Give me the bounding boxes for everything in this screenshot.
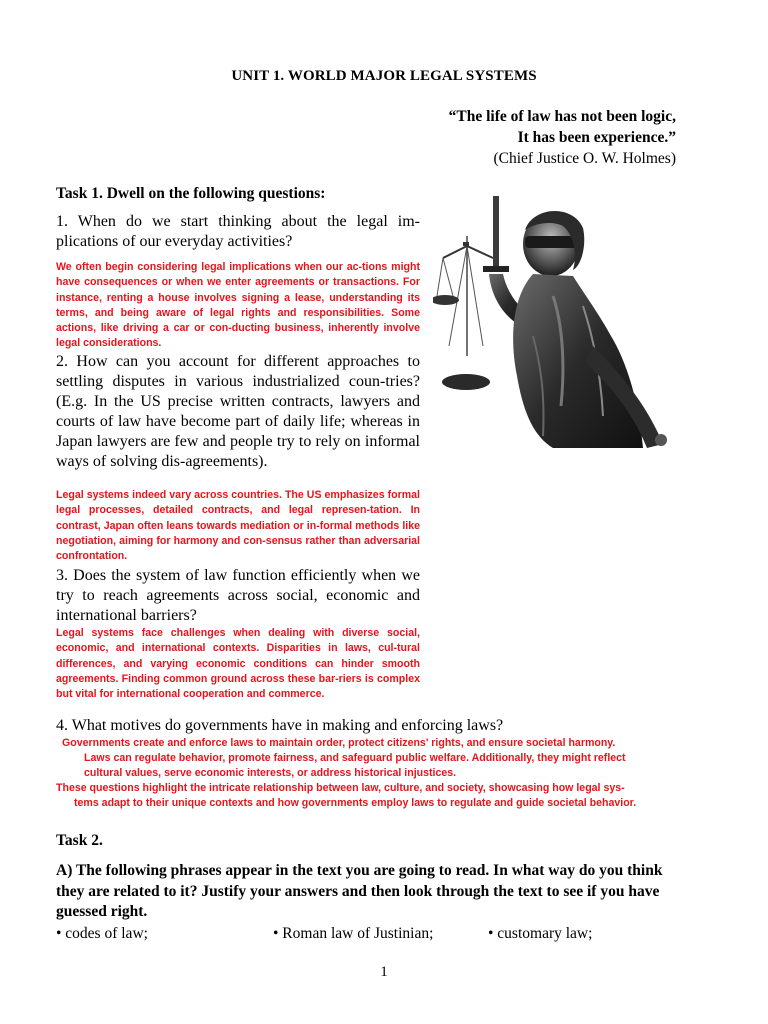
bullet-roman-law: • Roman law of Justinian;: [273, 925, 434, 942]
question-4: 4. What motives do governments have in making and enforcing laws?: [56, 717, 504, 734]
answer-1: We often begin considering legal implications when our ac-tions might have consequences or when we enter agreements or transactions. For instance, renting a house involves signing a lease, understanding its terms, and being aware of legal rights and responsibilities. Some actions, like driving a car or con-ducting business, inherently involve legal considerations.: [56, 261, 420, 350]
task2-heading: Task 2.: [56, 832, 103, 849]
task2-part-a: A) The following phrases appear in the text you are going to read. In what way do you think they are related to it? Justify your answers and then look through the text to see if you have guessed right.: [56, 862, 663, 920]
answer-4-line-2: Laws can regulate behavior, promote fairness, and safeguard public welfare. Additionally, they might reflect: [84, 752, 626, 764]
answer-2: Legal systems indeed vary across countries. The US emphasizes formal legal processes, detailed contracts, and legal represen-tation. In contrast, Japan often leans towards mediation or in-formal methods like negotiation, aiming for harmony and con-sensus rather than adversarial confrontation.: [56, 489, 420, 563]
question-3: 3. Does the system of law function efficiently when we try to reach agreements across social, economic and international barriers?: [56, 567, 420, 624]
question-1: 1. When do we start thinking about the legal im-plications of our everyday activities?: [56, 213, 420, 250]
summary-line-2: tems adapt to their unique contexts and how governments employ laws to regulate and guide societal behavior.: [74, 797, 637, 809]
unit-title: UNIT 1. WORLD MAJOR LEGAL SYSTEMS: [231, 68, 537, 84]
bullet-codes-of-law: • codes of law;: [56, 925, 148, 942]
bullet-customary-law: • customary law;: [488, 925, 593, 942]
quote-line-2: It has been experience.”: [517, 129, 676, 146]
task1-heading: Task 1. Dwell on the following questions:: [56, 185, 326, 202]
quote-line-1: “The life of law has not been logic,: [448, 108, 676, 125]
answer-4-line-1: Governments create and enforce laws to maintain order, protect citizens' rights, and ensure societal harmony.: [62, 737, 616, 749]
quote-author: (Chief Justice O. W. Holmes): [493, 150, 676, 167]
lady-justice-illustration: [433, 196, 679, 448]
answer-3: Legal systems face challenges when dealing with diverse social, economic, and international contexts. Disparities in laws, cul-tural differences, and varying economic conditions can hinder smooth agreements. Finding common ground across these bar-riers is complex but vital for international cooperation and commerce.: [56, 627, 420, 701]
lady-justice-image: [433, 196, 679, 448]
page-number: 1: [380, 964, 388, 980]
summary-line-1: These questions highlight the intricate relationship between law, culture, and society, showcasing how legal sys-: [56, 782, 625, 794]
epigraph-quote: [449, 106, 676, 169]
answer-4-line-3: cultural values, serve economic interests, or address historical injustices.: [84, 767, 457, 779]
question-2: 2. How can you account for different approaches to settling disputes in various industrialized coun-tries? (E.g. In the US precise written contracts, lawyers and courts of law have become part of daily life; whereas in Japan lawyers are few and people try to rely on informal ways of solving dis-agreements).: [56, 353, 420, 470]
